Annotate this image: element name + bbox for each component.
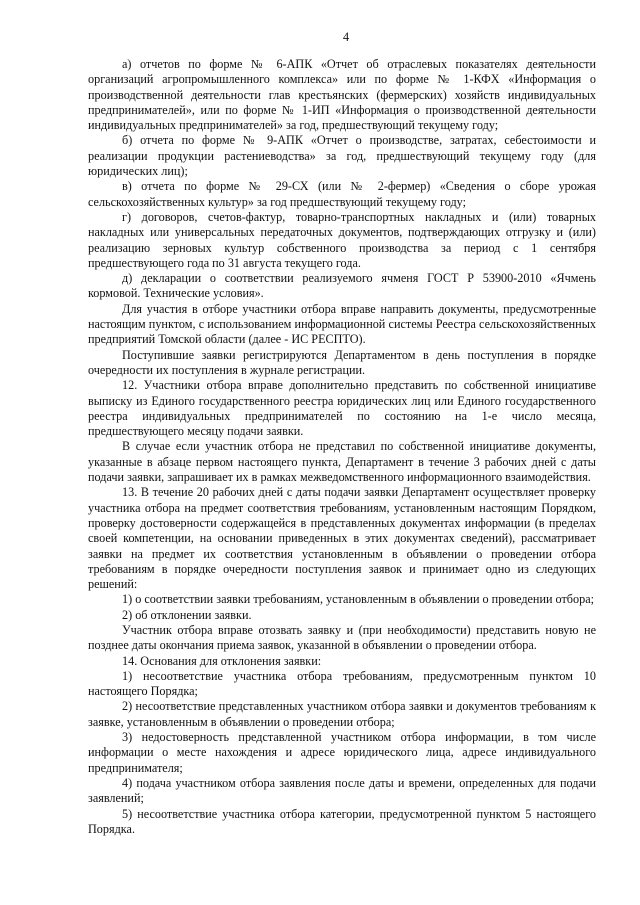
paragraph-14: 14. Основания для отклонения заявки:: [122, 653, 322, 668]
paragraph-14-reason-3: 3) недостоверность представленной участником отбора информации, в том числе информации о месте нахождения и адресе юридического лица, адресе индивидуального предпринимателя;: [88, 730, 596, 775]
paragraph-14-reason-1: 1) несоответствие участника отбора требованиям, предусмотренным пунктом 10 настоящего Порядка;: [88, 668, 596, 699]
paragraph-13: 13. В течение 20 рабочих дней с даты подачи заявки Департамент осуществляет проверку участника отбора на предмет соответствия требованиям, установленным настоящим Порядком, проверку достоверности содержащейся в представленных документах информации (в пределах своей компетенции, на основании приведенных в этих документах сведений), рассматривает заявки на предмет их соответствия установленным в объявлении о проведении отбора требованиям в порядке очередности поступления заявок и принимает одно из следующих решений:: [88, 485, 596, 592]
paragraph-12-case: В случае если участник отбора не представил по собственной инициативе документы, указанные в абзаце первом настоящего пункта, Департамент в течение 3 рабочих дней с даты подачи заявки, запрашивает их в рамках межведомственного информационного взаимодействия.: [88, 439, 596, 485]
paragraph-d: д) декларации о соответствии реализуемого ячменя ГОСТ Р 53900-2010 «Ячмень кормовой. Технические условия».: [88, 271, 596, 301]
paragraph-withdraw: Участник отбора вправе отозвать заявку и (при необходимости) представить новую не позднее даты окончания приема заявок, указанной в объявлении о проведении отбора.: [88, 622, 596, 653]
paragraph-registration: Поступившие заявки регистрируются Департаментом в день поступления в порядке очередности их поступления в журнале регистрации.: [88, 347, 596, 377]
paragraph-14-reason-5: 5) несоответствие участника отбора категории, предусмотренной пунктом 5 настоящего Порядка.: [88, 806, 596, 836]
paragraph-participation: Для участия в отборе участники отбора вправе направить документы, предусмотренные настоящим пунктом, с использованием информационной системы Реестра сельскохозяйственных предприятий Томской области (далее - ИС РЕСПТО).: [88, 301, 596, 347]
paragraph-12: 12. Участники отбора вправе дополнительно представить по собственной инициативе выписку из Единого государственного реестра юридических лиц или Единого государственного реестра индивидуальных предпринимателей по состоянию на 1-е число месяца, предшествующего месяцу подачи заявки.: [88, 378, 596, 439]
paragraph-b: б) отчета по форме № 9-АПК «Отчет о производстве, затратах, себестоимости и реализации продукции растениеводства» за год, предшествующий текущему году (для юридических лиц);: [88, 133, 596, 179]
paragraph-14-reason-4: 4) подача участником отбора заявления после даты и времени, определенных для подачи заявлений;: [88, 775, 596, 806]
page-number: 4: [342, 30, 350, 44]
paragraph-14-reason-2: 2) несоответствие представленных участником отбора заявки и документов требованиям к заявке, установленным в объявлении о проведении отбора;: [88, 699, 596, 729]
paragraph-v: в) отчета по форме № 29-СХ (или № 2-фермер) «Сведения о сборе урожая сельскохозяйственных культур» за год предшествующий текущему году;: [88, 179, 596, 209]
paragraph-13-decision-2: 2) об отклонении заявки.: [122, 607, 252, 622]
paragraph-g: г) договоров, счетов-фактур, товарно-транспортных накладных и (или) товарных накладных или универсальных передаточных документов, подтверждающих отгрузку и (или) реализацию зерновых культур собственного производства за период с 1 сентября предшествующего года по 31 августа текущего года.: [88, 209, 596, 270]
document-body: [88, 57, 596, 837]
paragraph-13-decision-1: 1) о соответствии заявки требованиям, установленным в объявлении о проведении отбора;: [122, 592, 594, 607]
paragraph-a: а) отчетов по форме № 6-АПК «Отчет об отраслевых показателях деятельности организаций агропромышленного комплекса» или по форме № 1-КФХ «Информация о производственной деятельности глав крестьянских (фермерских) хозяйств индивидуальных предпринимателей», или по форме № 1-ИП «Информация о производственной деятельности индивидуальных предпринимателей» за год, предшествующий текущему году;: [88, 57, 596, 133]
